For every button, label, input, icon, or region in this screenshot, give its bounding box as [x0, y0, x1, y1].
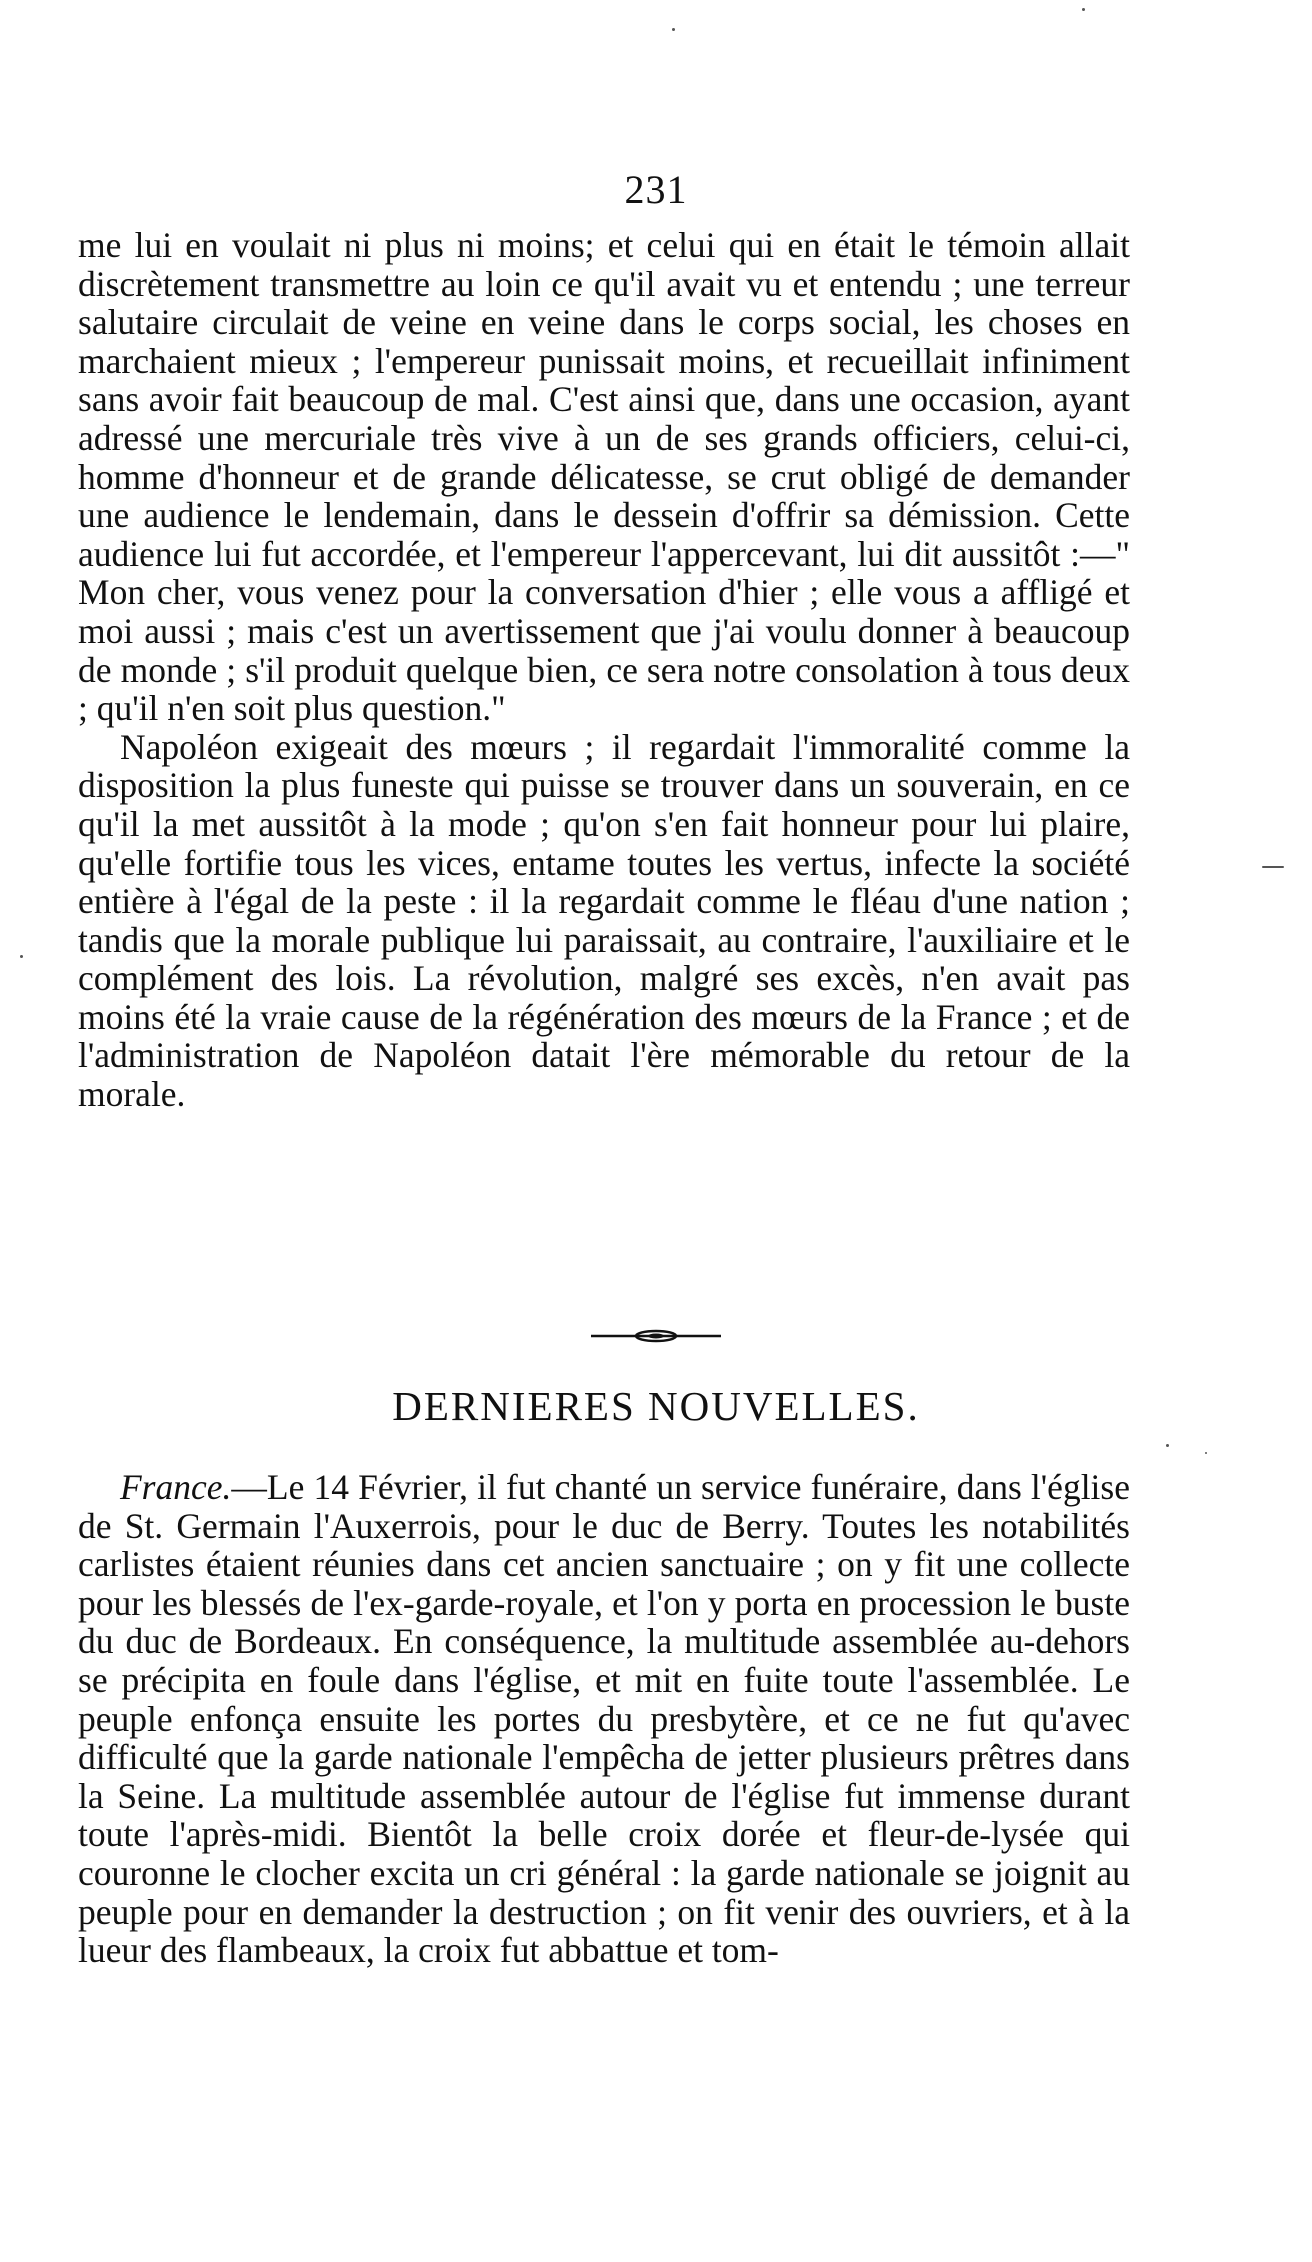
paper-speck — [1262, 866, 1284, 868]
paper-speck — [20, 955, 23, 958]
horizontal-rule-flourish-icon — [0, 1324, 1312, 1348]
paper-speck — [672, 28, 675, 31]
news-body: —Le 14 Février, il fut chanté un service funéraire, dans l'église de St. Germain l'Auxerrois, pour le duc de Berry. Toutes les notabilités carlistes étaient réunies dans cet ancien sanctuaire ; on y fit une collecte pour les blessés de l'ex-garde-royale, et l'on y porta en procession le buste du duc de Bordeaux. En conséquence, la multitude assemblée au-dehors se précipita en foule dans l'église, et mit en fuite toute l'assemblée. Le peuple enfonça ensuite les portes du presbytère, et ce ne fut qu'avec difficulté que la garde nationale l'empêcha de jetter plusieurs prêtres dans la Seine. La multitude assemblée autour de l'église fut immense durant toute l'après-midi. Bientôt la belle croix dorée et fleur-de-lysée qui couronne le clocher excita un cri général : la garde nationale se joignit au peuple pour en demander la destruction ; on fit venir des ouvriers, et à la lueur des flambeaux, la croix fut abbattue et tom- — [78, 1467, 1130, 1971]
paragraph-1: me lui en voulait ni plus ni moins; et celui qui en était le témoin allait discrètement transmettre au loin ce qu'il avait vu et entendu ; une terreur salutaire circulait de veine en veine dans le corps social, les choses en marchaient mieux ; l'empereur punissait moins, et recueillait infiniment sans avoir fait beaucoup de mal. C'est ainsi que, dans une occasion, ayant adressé une mercuriale très vive à un de ses grands officiers, celui-ci, homme d'honneur et de grande délicatesse, se crut obligé de demander une audience le lendemain, dans le dessein d'offrir sa démission. Cette audience lui fut accordée, et l'empereur l'appercevant, lui dit aussitôt :—" Mon cher, vous venez pour la conversation d'hier ; elle vous a affligé et moi aussi ; mais c'est un avertissement que j'ai voulu donner à beaucoup de monde ; s'il produit quelque bien, ce sera notre consolation à tous deux ; qu'il n'en soit plus question." — [78, 225, 1130, 729]
paragraph-2: Napoléon exigeait des mœurs ; il regardait l'immoralité comme la disposition la plus funeste qui puisse se trouver dans un souverain, en ce qu'il la met aussitôt à la mode ; qu'on s'en fait honneur pour lui plaire, qu'elle fortifie tous les vices, entame toutes les vertus, infecte la société entière à l'égal de la peste : il la regardait comme le fléau d'une nation ; tandis que la morale publique lui paraissait, au contraire, l'auxiliaire et le complément des lois. La révolution, malgré ses excès, n'en avait pas moins été la vraie cause de la régénération des mœurs de la France ; et de l'administration de Napoléon datait l'ère mémorable du retour de la morale. — [78, 726, 1130, 1115]
article-text — [78, 226, 1130, 1114]
section-heading: DERNIERES NOUVELLES. — [392, 1383, 920, 1429]
page-number: 231 — [624, 167, 688, 212]
paper-speck — [1166, 1444, 1169, 1447]
news-place: France. — [120, 1467, 232, 1507]
news-text — [78, 1468, 1130, 1970]
paper-speck — [1082, 8, 1085, 11]
paper-speck — [1205, 1452, 1207, 1454]
news-paragraph — [78, 1468, 1130, 1970]
